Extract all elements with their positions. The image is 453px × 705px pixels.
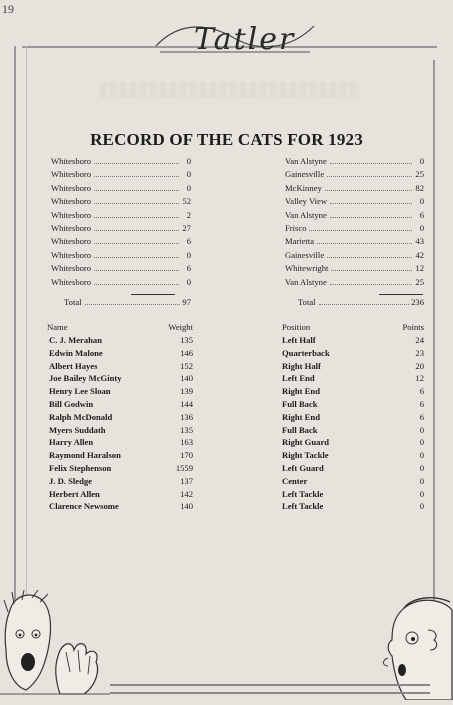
- masthead: [150, 16, 320, 60]
- position-points: 6: [419, 411, 424, 422]
- player-weight: 140: [180, 501, 193, 512]
- game-score: 0: [419, 156, 424, 166]
- table-row: [282, 373, 424, 386]
- game-score: 0: [186, 169, 191, 180]
- opponent-name: Whitesboro: [51, 249, 92, 260]
- position-points: 12: [415, 373, 424, 384]
- game-row: [51, 196, 191, 209]
- table-row: [47, 489, 193, 502]
- leader-dots: [325, 190, 412, 191]
- player-name: Raymond Haralson: [49, 450, 121, 461]
- game-score: 0: [186, 249, 191, 260]
- player-name: Myers Suddath: [49, 424, 106, 435]
- game-row: [51, 183, 191, 196]
- position-name: Left Half: [282, 335, 316, 345]
- opponent-name: Whitesboro: [51, 236, 92, 247]
- game-score: 43: [415, 236, 424, 247]
- position-points: 6: [419, 398, 424, 409]
- table-row: [47, 501, 193, 514]
- position-points: 0: [419, 424, 424, 435]
- cartoon-face-left-illustration: [0, 590, 110, 700]
- game-row: [285, 156, 424, 169]
- opponent-name: Whitesboro: [51, 169, 92, 180]
- leader-dots: [94, 230, 179, 231]
- opponent-name: Gainesville: [285, 169, 325, 180]
- position-name: Right Tackle: [282, 450, 329, 461]
- table-row: [282, 425, 424, 438]
- opponent-name: Whitesboro: [51, 182, 92, 193]
- game-score: 6: [186, 263, 191, 274]
- games-right-column: [285, 156, 424, 307]
- position-points: 0: [419, 475, 424, 486]
- position-name: Right Guard: [282, 437, 330, 448]
- total-label: Total: [298, 296, 316, 307]
- opponent-name: Whitesboro: [51, 222, 92, 233]
- game-score: 6: [419, 209, 424, 220]
- position-name: Right End: [282, 386, 320, 397]
- game-row: [285, 210, 424, 223]
- player-weight: 139: [180, 386, 193, 397]
- table-row: [282, 476, 424, 489]
- table-row: [282, 361, 424, 374]
- total-row-right: [285, 297, 424, 307]
- game-score: 42: [415, 249, 424, 260]
- player-name: Clarence Newsome: [49, 501, 119, 512]
- position-name: Full Back: [282, 424, 318, 435]
- leader-dots: [85, 304, 181, 305]
- players-table: [47, 322, 193, 514]
- game-row: [285, 250, 424, 263]
- game-row: [51, 210, 191, 223]
- position-name: Left Tackle: [282, 501, 324, 512]
- right-border-rule: [433, 60, 439, 660]
- opponent-name: Whitesboro: [51, 156, 92, 166]
- opponent-name: Van Alstyne: [285, 276, 327, 287]
- name-column-header: Name: [47, 322, 68, 332]
- player-name: Joe Bailey McGinty: [49, 373, 122, 384]
- player-weight: 140: [180, 373, 193, 384]
- position-name: Right End: [282, 411, 320, 422]
- table-row: [47, 348, 193, 361]
- table-row: [282, 386, 424, 399]
- table-row: [47, 412, 193, 425]
- game-score: 12: [415, 263, 424, 274]
- opponent-name: Whitesboro: [51, 263, 92, 274]
- table-row: [282, 437, 424, 450]
- player-weight: 137: [180, 475, 193, 486]
- table-row: [47, 361, 193, 374]
- page-title: RECORD OF THE CATS FOR 1923: [90, 130, 363, 149]
- positions-header-row: [282, 322, 424, 335]
- game-score: 2: [186, 209, 191, 220]
- player-name: Albert Hayes: [49, 360, 98, 371]
- game-score: 0: [186, 156, 191, 166]
- player-weight: 170: [180, 450, 193, 461]
- game-score: 0: [419, 196, 424, 207]
- opponent-name: Whitewright: [285, 263, 329, 274]
- game-row: [51, 263, 191, 276]
- game-row: [51, 250, 191, 263]
- player-name: Bill Godwin: [49, 398, 94, 409]
- player-weight: 163: [180, 437, 193, 448]
- position-points: 24: [415, 335, 424, 345]
- opponent-name: Whitesboro: [51, 276, 92, 287]
- table-row: [47, 463, 193, 476]
- page-number: 19: [2, 2, 14, 16]
- game-score: 52: [182, 196, 191, 207]
- opponent-name: Frisco: [285, 222, 307, 233]
- leader-dots: [94, 243, 179, 244]
- game-score: 27: [182, 222, 191, 233]
- game-row: [51, 156, 191, 169]
- masthead-title: Tatler: [194, 22, 296, 57]
- opponent-name: Van Alstyne: [285, 156, 327, 166]
- position-points: 0: [419, 450, 424, 461]
- position-name: Left End: [282, 373, 315, 384]
- opponent-name: McKinney: [285, 182, 322, 193]
- player-weight: 152: [180, 360, 193, 371]
- table-row: [282, 399, 424, 412]
- position-points: 20: [415, 360, 424, 371]
- player-name: Felix Stephenson: [49, 462, 112, 473]
- opponent-name: Valley View: [285, 196, 328, 207]
- position-points: 0: [419, 437, 424, 448]
- game-row: [51, 169, 191, 182]
- player-name: Herbert Allen: [49, 488, 100, 499]
- position-column-header: Position: [282, 322, 311, 332]
- leader-dots: [331, 270, 412, 271]
- game-score: 82: [415, 182, 424, 193]
- leader-dots: [317, 243, 412, 244]
- table-row: [282, 412, 424, 425]
- player-weight: 136: [180, 411, 193, 422]
- bleed-through-band: [100, 82, 360, 98]
- table-row: [47, 437, 193, 450]
- leader-dots: [330, 203, 412, 204]
- game-score: 25: [415, 169, 424, 180]
- position-points: 6: [419, 386, 424, 397]
- leader-dots: [94, 163, 179, 164]
- table-row: [282, 450, 424, 463]
- table-row: [282, 335, 424, 348]
- leader-dots: [330, 217, 412, 218]
- table-row: [47, 450, 193, 463]
- opponent-name: Gainesville: [285, 249, 325, 260]
- games-left-column: [51, 156, 191, 307]
- game-row: [51, 223, 191, 236]
- leader-dots: [94, 176, 179, 177]
- position-name: Center: [282, 475, 308, 486]
- table-row: [47, 373, 193, 386]
- player-weight: 142: [180, 488, 193, 499]
- position-name: Left Guard: [282, 462, 324, 473]
- table-row: [47, 335, 193, 348]
- player-weight: 144: [180, 398, 193, 409]
- player-name: Henry Lee Sloan: [49, 386, 111, 397]
- player-weight: 146: [180, 347, 193, 358]
- game-row: [51, 277, 191, 290]
- leader-dots: [94, 203, 179, 204]
- game-row: [285, 183, 424, 196]
- player-name: Ralph McDonald: [49, 411, 113, 422]
- leader-dots: [330, 163, 412, 164]
- position-name: Full Back: [282, 398, 318, 409]
- player-name: C. J. Merahan: [49, 335, 102, 345]
- leader-dots: [327, 176, 412, 177]
- table-row: [282, 501, 424, 514]
- total-rule: [379, 294, 423, 295]
- total-rule: [131, 294, 175, 295]
- total-value: 236: [411, 296, 424, 307]
- game-score: 0: [419, 222, 424, 233]
- game-row: [285, 263, 424, 276]
- leader-dots: [330, 284, 412, 285]
- game-score: 25: [415, 276, 424, 287]
- leader-dots: [94, 270, 179, 271]
- game-row: [285, 236, 424, 249]
- weight-column-header: Weight: [168, 322, 193, 332]
- position-points: 0: [419, 462, 424, 473]
- game-row: [285, 223, 424, 236]
- player-weight: 135: [180, 424, 193, 435]
- table-row: [47, 399, 193, 412]
- player-weight: 1559: [175, 462, 193, 473]
- opponent-name: Van Alstyne: [285, 209, 327, 220]
- bottom-border-rule: [110, 684, 430, 694]
- opponent-name: Whitesboro: [51, 196, 92, 207]
- position-name: Quarterback: [282, 347, 330, 358]
- position-points: 0: [419, 501, 424, 512]
- game-row: [51, 236, 191, 249]
- game-row: [285, 196, 424, 209]
- table-row: [282, 348, 424, 361]
- players-header-row: [47, 322, 193, 335]
- position-points: 0: [419, 488, 424, 499]
- player-name: Edwin Malone: [49, 347, 103, 358]
- game-score: 0: [186, 182, 191, 193]
- table-row: [282, 489, 424, 502]
- leader-dots: [94, 284, 179, 285]
- player-name: Harry Allen: [49, 437, 94, 448]
- position-name: Left Tackle: [282, 488, 324, 499]
- table-row: [47, 476, 193, 489]
- position-points: 23: [415, 347, 424, 358]
- total-label: Total: [64, 296, 82, 307]
- position-name: Right Half: [282, 360, 321, 371]
- table-row: [282, 463, 424, 476]
- points-column-header: Points: [402, 322, 424, 332]
- game-row: [285, 277, 424, 290]
- game-score: 6: [186, 236, 191, 247]
- leader-dots: [309, 230, 412, 231]
- opponent-name: Whitesboro: [51, 209, 92, 220]
- game-score: 0: [186, 276, 191, 287]
- leader-dots: [94, 190, 179, 191]
- leader-dots: [94, 217, 179, 218]
- player-name: J. D. Sledge: [49, 475, 92, 486]
- table-row: [47, 386, 193, 399]
- player-weight: 135: [180, 335, 193, 345]
- total-value: 97: [182, 296, 191, 307]
- opponent-name: Marietta: [285, 236, 315, 247]
- table-row: [47, 425, 193, 438]
- positions-table: [282, 322, 424, 514]
- game-row: [285, 169, 424, 182]
- total-row-left: [51, 297, 191, 307]
- leader-dots: [94, 257, 179, 258]
- leader-dots: [319, 304, 410, 305]
- leader-dots: [327, 257, 412, 258]
